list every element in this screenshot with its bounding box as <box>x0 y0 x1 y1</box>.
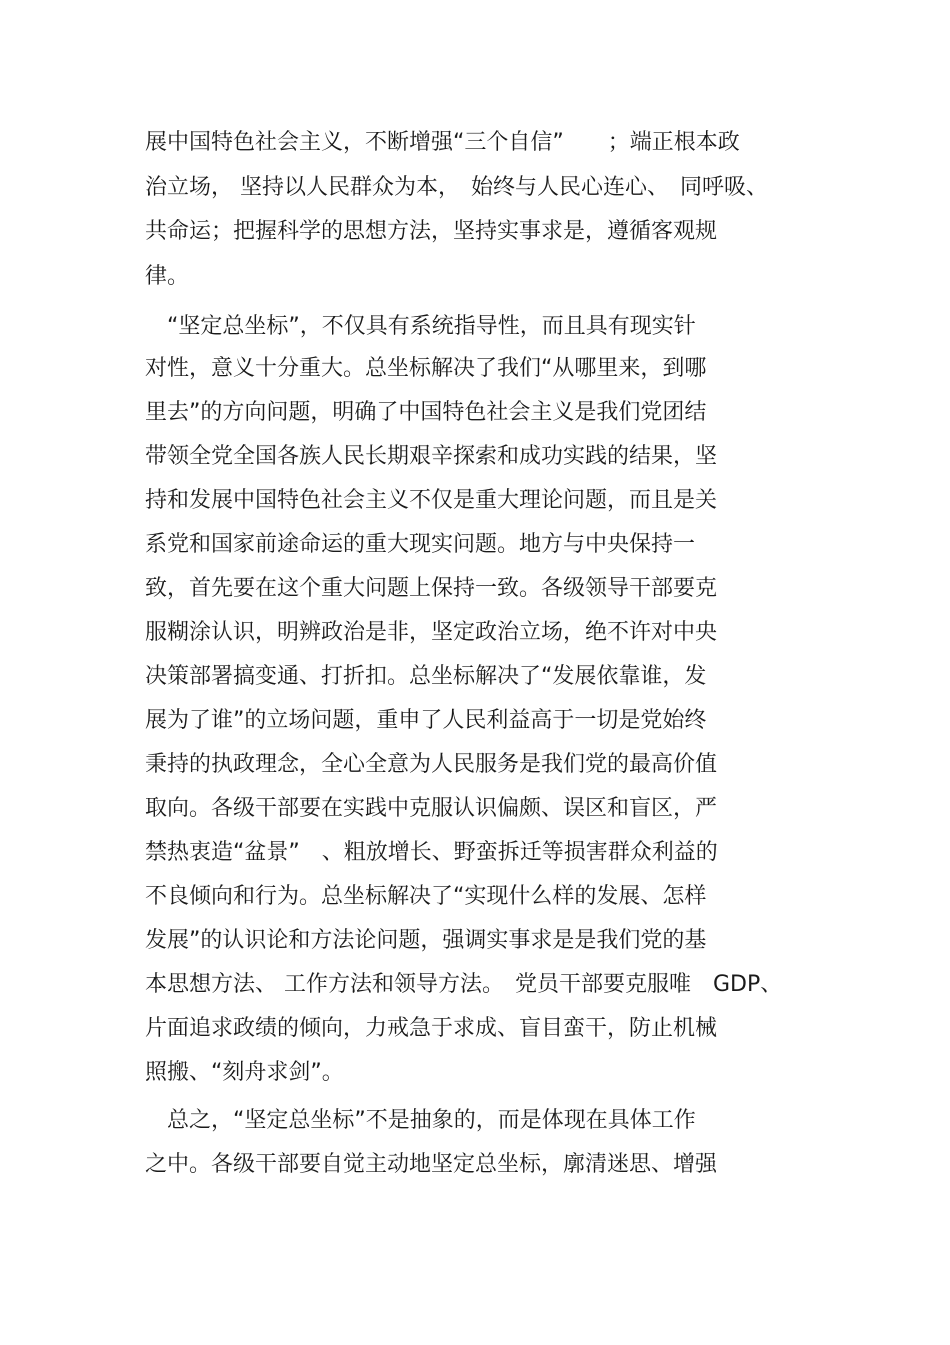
text-line-2: 治立场， 坚持以人民群众为本， 始终与人民心连心、 同呼吸、 <box>145 175 768 200</box>
text-line-10: 系党和国家前途命运的重大现实问题。地方与中央保持一 <box>145 532 696 557</box>
text-line-24: 之中。各级干部要自觉主动地坚定总坐标，廓清迷思、增强 <box>145 1152 718 1177</box>
text-line-3: 共命运；把握科学的思想方法，坚持实事求是，遵循客观规 <box>145 219 718 244</box>
text-line-11: 致，首先要在这个重大问题上保持一致。各级领导干部要克 <box>145 576 718 601</box>
text-line-13: 决策部署搞变通、打折扣。总坐标解决了“发展依靠谁，发 <box>145 664 707 689</box>
text-line-7: 里去”的方向问题，明确了中国特色社会主义是我们党团结 <box>145 400 707 425</box>
text-line-5: “坚定总坐标”，不仅具有系统指导性，而且具有现实针 <box>145 314 696 339</box>
text-line-20: 本思想方法、 工作方法和领导方法。 党员干部要克服唯 GDP、 <box>145 972 783 997</box>
text-line-14: 展为了谁”的立场问题，重申了人民利益高于一切是党始终 <box>145 708 707 733</box>
text-line-18: 不良倾向和行为。总坐标解决了“实现什么样的发展、怎样 <box>145 884 707 909</box>
text-line-23: 总之，“坚定总坐标”不是抽象的，而是体现在具体工作 <box>145 1108 696 1133</box>
text-line-22: 照搬、“刻舟求剑”。 <box>145 1060 344 1085</box>
text-line-21: 片面追求政绩的倾向，力戒急于求成、盲目蛮干，防止机械 <box>145 1016 718 1041</box>
text-line-19: 发展”的认识论和方法论问题，强调实事求是是我们党的基 <box>145 928 707 953</box>
text-line-8: 带领全党全国各族人民长期艰辛探索和成功实践的结果，坚 <box>145 444 718 469</box>
text-line-9: 持和发展中国特色社会主义不仅是重大理论问题，而且是关 <box>145 488 718 513</box>
text-line-6: 对性，意义十分重大。总坐标解决了我们“从哪里来，到哪 <box>145 356 707 381</box>
text-line-17: 禁热衷造“盆景” 、粗放增长、野蛮拆迁等损害群众利益的 <box>145 840 718 865</box>
text-line-1: 展中国特色社会主义，不断增强“三个自信” ；端正根本政 <box>145 130 740 155</box>
text-line-15: 秉持的执政理念，全心全意为人民服务是我们党的最高价值 <box>145 752 718 777</box>
text-line-4: 律。 <box>145 264 190 289</box>
text-line-16: 取向。各级干部要在实践中克服认识偏颇、误区和盲区，严 <box>145 796 718 821</box>
text-line-12: 服糊涂认识，明辨政治是非，坚定政治立场，绝不许对中央 <box>145 620 718 645</box>
